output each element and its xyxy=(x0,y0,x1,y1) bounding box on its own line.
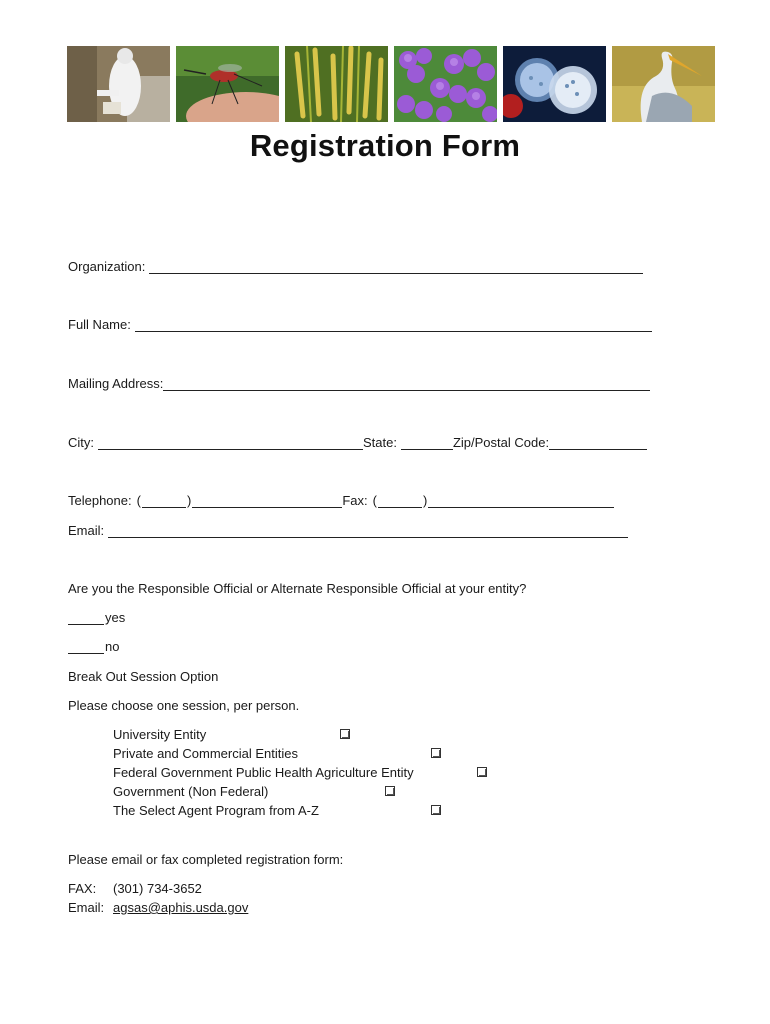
email-contact-link[interactable]: agsas@aphis.usda.gov xyxy=(113,900,249,915)
telephone-label: Telephone: xyxy=(68,493,132,508)
telephone-number-line[interactable] xyxy=(192,495,342,508)
photo-banner xyxy=(67,46,714,122)
answer-yes-label: yes xyxy=(105,610,126,625)
session-option-label: Government (Non Federal) xyxy=(113,784,269,799)
worker-protective-suit-image xyxy=(67,46,170,122)
answer-yes-row xyxy=(68,610,125,625)
page-title: Registration Form xyxy=(249,128,521,163)
fax-area-close-paren: ) xyxy=(422,493,428,508)
mailing-address-input-line[interactable] xyxy=(163,378,650,391)
zip-label: Zip/Postal Code: xyxy=(452,435,550,450)
answer-yes-line[interactable] xyxy=(68,612,104,625)
session-option-checkbox[interactable] xyxy=(431,805,441,815)
wheat-image xyxy=(285,46,388,122)
answer-no-label: no xyxy=(105,639,120,654)
session-option-checkbox[interactable] xyxy=(477,767,487,777)
full-name-field xyxy=(68,317,652,332)
email-contact-label: Email: xyxy=(68,900,105,915)
organization-input-line[interactable] xyxy=(149,261,643,274)
fax-label: Fax: xyxy=(342,493,368,508)
petri-dishes-image xyxy=(503,46,606,122)
fax-contact-label: FAX: xyxy=(68,881,97,896)
telephone-area-close-paren: ) xyxy=(186,493,192,508)
session-option-label: Federal Government Public Health Agriculture Entity xyxy=(113,765,414,780)
state-input-line[interactable] xyxy=(401,437,453,450)
city-input-line[interactable] xyxy=(98,437,363,450)
heron-image xyxy=(612,46,715,122)
fax-contact-value: (301) 734-3652 xyxy=(113,881,202,896)
city-label: City: xyxy=(68,435,94,450)
city-state-zip-row xyxy=(68,435,647,450)
email-input-line[interactable] xyxy=(108,525,628,538)
email-contact-row xyxy=(68,900,248,915)
zip-input-line[interactable] xyxy=(549,437,647,450)
contact-heading: Please email or fax completed registration form: xyxy=(68,852,344,867)
session-option-label: Private and Commercial Entities xyxy=(113,746,298,761)
organization-label: Organization: xyxy=(68,259,146,274)
mailing-address-label: Mailing Address: xyxy=(68,376,164,391)
session-option-checkbox[interactable] xyxy=(340,729,350,739)
organization-field xyxy=(68,259,643,274)
telephone-fax-row xyxy=(68,493,614,508)
full-name-label: Full Name: xyxy=(68,317,131,332)
full-name-input-line[interactable] xyxy=(135,319,652,332)
fax-contact-row xyxy=(68,881,202,896)
telephone-area-code-line[interactable] xyxy=(142,495,186,508)
answer-no-row xyxy=(68,639,119,654)
mosquito-image xyxy=(176,46,279,122)
session-option-checkbox[interactable] xyxy=(431,748,441,758)
session-option-checkbox[interactable] xyxy=(385,786,395,796)
telephone-area-open-paren: ( xyxy=(136,493,141,508)
email-field xyxy=(68,523,628,538)
mailing-address-field xyxy=(68,376,650,391)
email-label: Email: xyxy=(68,523,105,538)
state-label: State: xyxy=(363,435,397,450)
breakout-heading: Break Out Session Option xyxy=(68,669,219,684)
fax-number-line[interactable] xyxy=(428,495,614,508)
breakout-instruction: Please choose one session, per person. xyxy=(68,698,300,713)
session-option-label: The Select Agent Program from A-Z xyxy=(113,803,319,818)
answer-no-line[interactable] xyxy=(68,641,104,654)
fax-area-open-paren: ( xyxy=(372,493,377,508)
bacteria-image xyxy=(394,46,497,122)
session-option-label: University Entity xyxy=(113,727,207,742)
fax-area-code-line[interactable] xyxy=(378,495,422,508)
responsible-official-question: Are you the Responsible Official or Alternate Responsible Official at your entity? xyxy=(68,581,527,596)
